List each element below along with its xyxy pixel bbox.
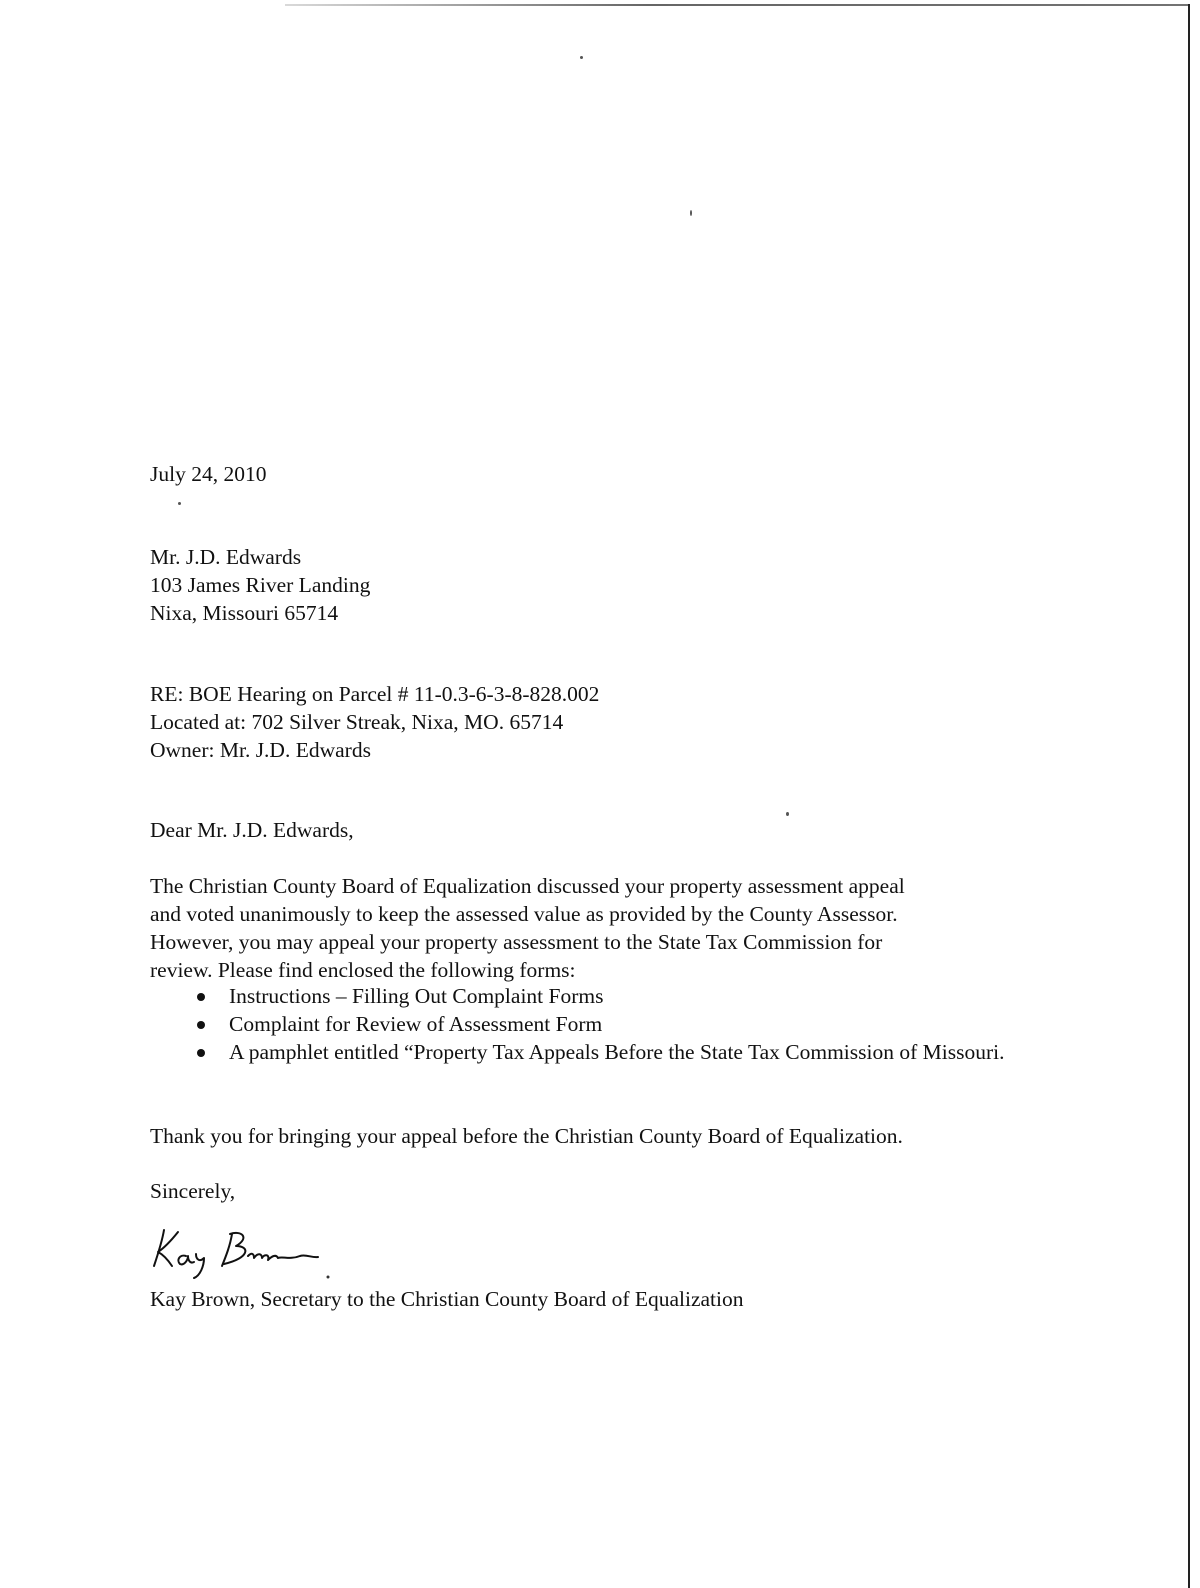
scan-speck <box>786 812 789 816</box>
location-line: Located at: 702 Silver Streak, Nixa, MO. 65714 <box>150 710 564 734</box>
list-item <box>150 1038 1020 1066</box>
owner-line: Owner: Mr. J.D. Edwards <box>150 738 371 762</box>
re-block <box>150 680 599 764</box>
recipient-name: Mr. J.D. Edwards <box>150 545 302 569</box>
enclosure-list <box>150 982 1020 1066</box>
scan-edge-top <box>285 4 1190 6</box>
thanks-text: Thank you for bringing your appeal before the Christian County Board of Equalization. <box>150 1124 903 1148</box>
body-paragraph <box>150 872 905 984</box>
salutation-text: Dear Mr. J.D. Edwards, <box>150 818 354 842</box>
recipient-street: 103 James River Landing <box>150 573 371 597</box>
signer-text: Kay Brown, Secretary to the Christian County Board of Equalization <box>150 1287 744 1311</box>
list-item <box>150 982 1020 1010</box>
body-line: review. Please find enclosed the following forms: <box>150 958 576 982</box>
re-line: RE: BOE Hearing on Parcel # 11-0.3-6-3-8-828.002 <box>150 682 600 706</box>
enclosure-text: Complaint for Review of Assessment Form <box>229 1012 603 1036</box>
signer-line <box>150 1285 744 1313</box>
bullet-icon <box>197 1049 205 1057</box>
list-item <box>150 1010 1020 1038</box>
recipient-address <box>150 543 370 627</box>
closing <box>150 1177 235 1205</box>
recipient-city: Nixa, Missouri 65714 <box>150 601 339 625</box>
body-line: However, you may appeal your property assessment to the State Tax Commission for <box>150 930 883 954</box>
bullet-icon <box>197 993 205 1001</box>
letter-date <box>150 460 266 488</box>
body-line: and voted unanimously to keep the assessed value as provided by the County Assessor. <box>150 902 898 926</box>
bullet-icon <box>197 1021 205 1029</box>
body-line: The Christian County Board of Equalization discussed your property assessment appeal <box>150 874 905 898</box>
enclosure-text: A pamphlet entitled “Property Tax Appeals Before the State Tax Commission of Missouri. <box>229 1040 1005 1064</box>
signature-image <box>150 1222 350 1282</box>
salutation <box>150 816 354 844</box>
date-text: July 24, 2010 <box>150 462 267 486</box>
enclosure-text: Instructions – Filling Out Complaint Forms <box>229 984 604 1008</box>
closing-text: Sincerely, <box>150 1179 236 1203</box>
scan-speck <box>580 56 583 59</box>
scan-speck <box>690 210 692 216</box>
thanks-line <box>150 1122 903 1150</box>
scan-edge-right <box>1188 4 1190 1588</box>
scan-speck <box>178 502 181 505</box>
